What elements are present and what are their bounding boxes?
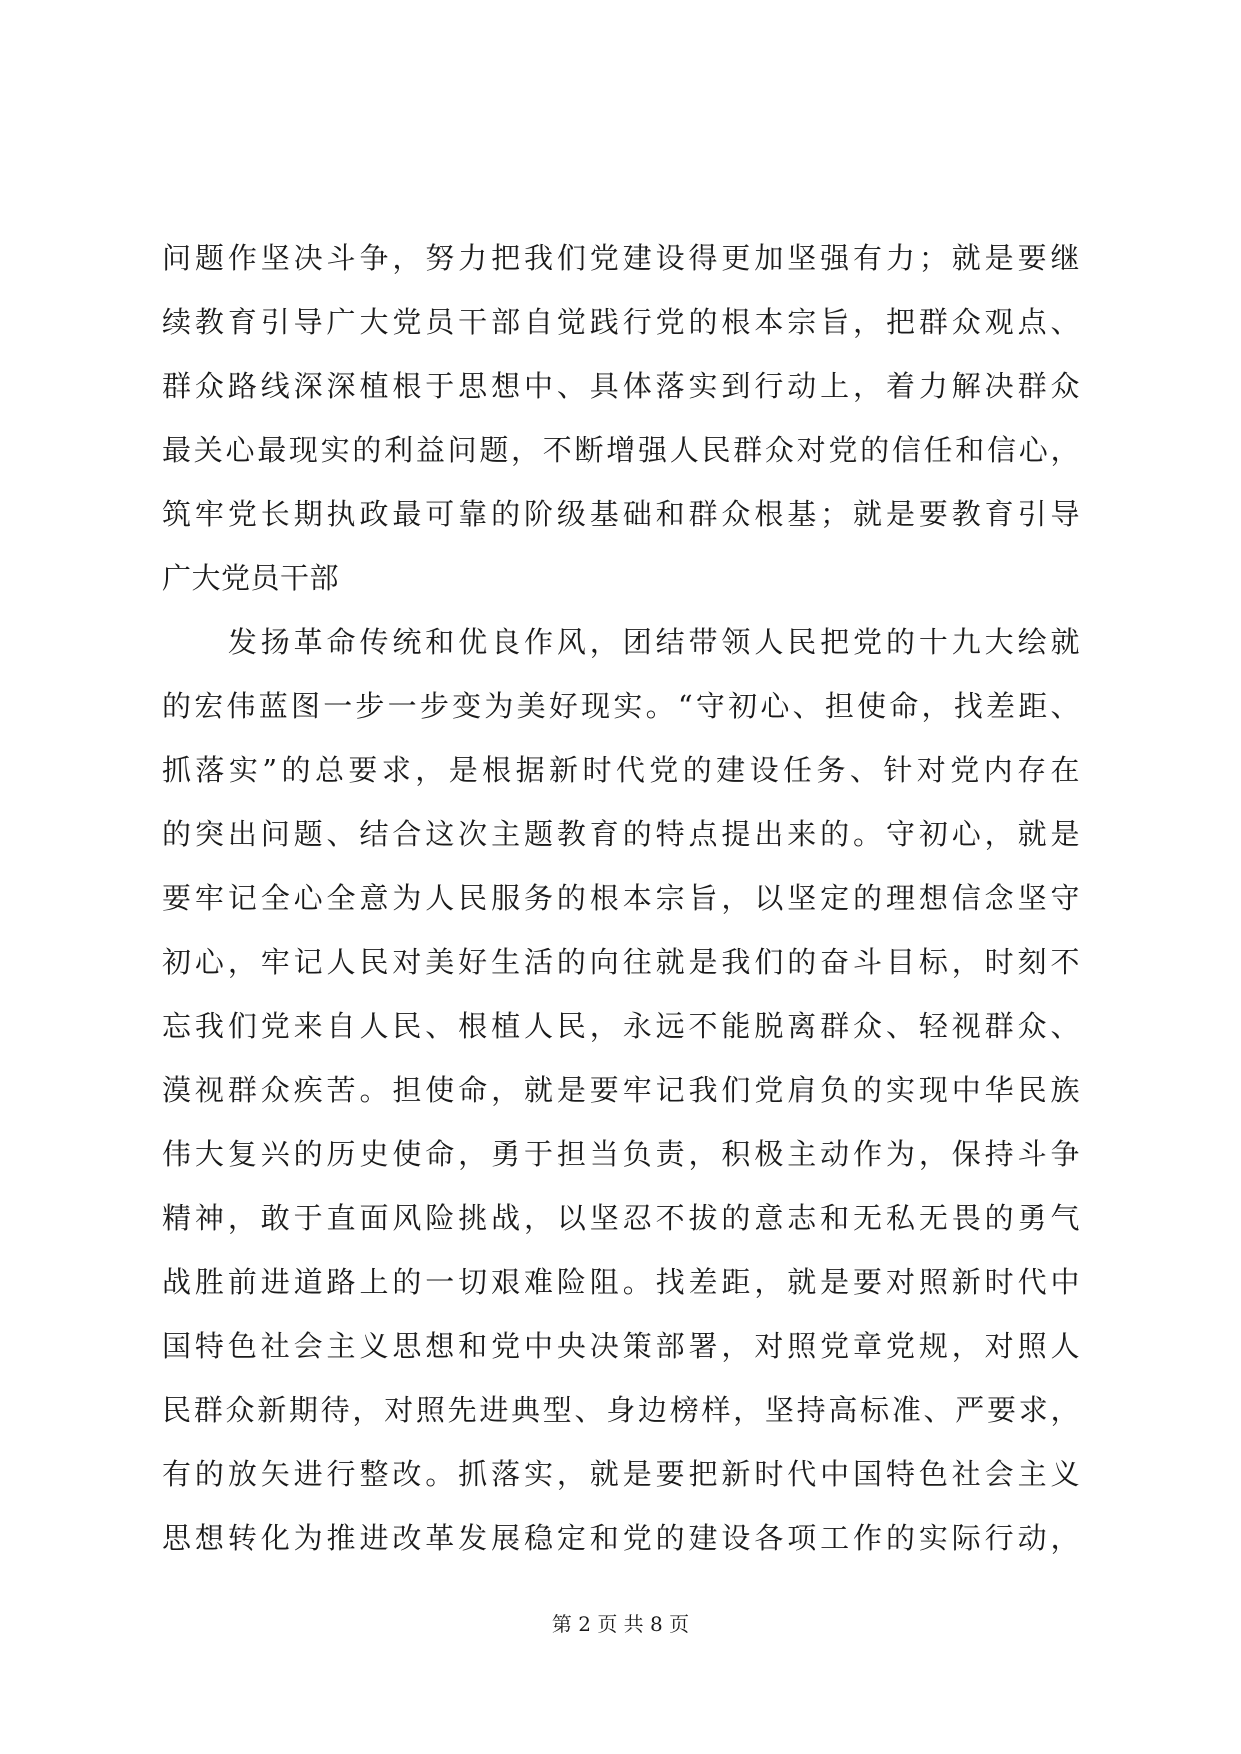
text-line: 伟大复兴的历史使命，勇于担当负责，积极主动作为，保持斗争 (162, 1137, 1080, 1171)
text-line: 抓落实”的总要求，是根据新时代党的建设任务、针对党内存在 (162, 753, 1080, 787)
text-line: 筑牢党长期执政最可靠的阶级基础和群众根基；就是要教育引导 (162, 497, 1080, 531)
text-line: 续教育引导广大党员干部自觉践行党的根本宗旨，把群众观点、 (162, 305, 1080, 339)
text-line: 的宏伟蓝图一步一步变为美好现实。“守初心、担使命，找差距、 (162, 689, 1080, 723)
paragraph-1 (162, 226, 1080, 610)
text-line: 初心，牢记人民对美好生活的向往就是我们的奋斗目标，时刻不 (162, 945, 1080, 979)
text-line: 战胜前进道路上的一切艰难险阻。找差距，就是要对照新时代中 (162, 1265, 1080, 1299)
text-line: 要牢记全心全意为人民服务的根本宗旨，以坚定的理想信念坚守 (162, 881, 1080, 915)
text-line: 发扬革命传统和优良作风，团结带领人民把党的十九大绘就 (162, 625, 1080, 659)
paragraph-2 (162, 610, 1080, 1570)
page-footer (0, 1610, 1241, 1638)
page-number-label: 第 2 页 共 8 页 (551, 1612, 690, 1636)
text-line: 思想转化为推进改革发展稳定和党的建设各项工作的实际行动， (162, 1521, 1080, 1555)
text-line: 问题作坚决斗争，努力把我们党建设得更加坚强有力；就是要继 (162, 241, 1080, 275)
text-line: 的突出问题、结合这次主题教育的特点提出来的。守初心，就是 (162, 817, 1080, 851)
text-line: 群众路线深深植根于思想中、具体落实到行动上，着力解决群众 (162, 369, 1080, 403)
document-body (162, 226, 1080, 1570)
text-line: 民群众新期待，对照先进典型、身边榜样，坚持高标准、严要求， (162, 1393, 1080, 1427)
text-line: 最关心最现实的利益问题，不断增强人民群众对党的信任和信心， (162, 433, 1080, 467)
text-line: 忘我们党来自人民、根植人民，永远不能脱离群众、轻视群众、 (162, 1009, 1080, 1043)
text-line: 国特色社会主义思想和党中央决策部署，对照党章党规，对照人 (162, 1329, 1080, 1363)
text-line: 精神，敢于直面风险挑战，以坚忍不拔的意志和无私无畏的勇气 (162, 1201, 1080, 1235)
text-line: 有的放矢进行整改。抓落实，就是要把新时代中国特色社会主义 (162, 1457, 1080, 1491)
text-line: 漠视群众疾苦。担使命，就是要牢记我们党肩负的实现中华民族 (162, 1073, 1080, 1107)
text-line: 广大党员干部 (162, 561, 340, 595)
